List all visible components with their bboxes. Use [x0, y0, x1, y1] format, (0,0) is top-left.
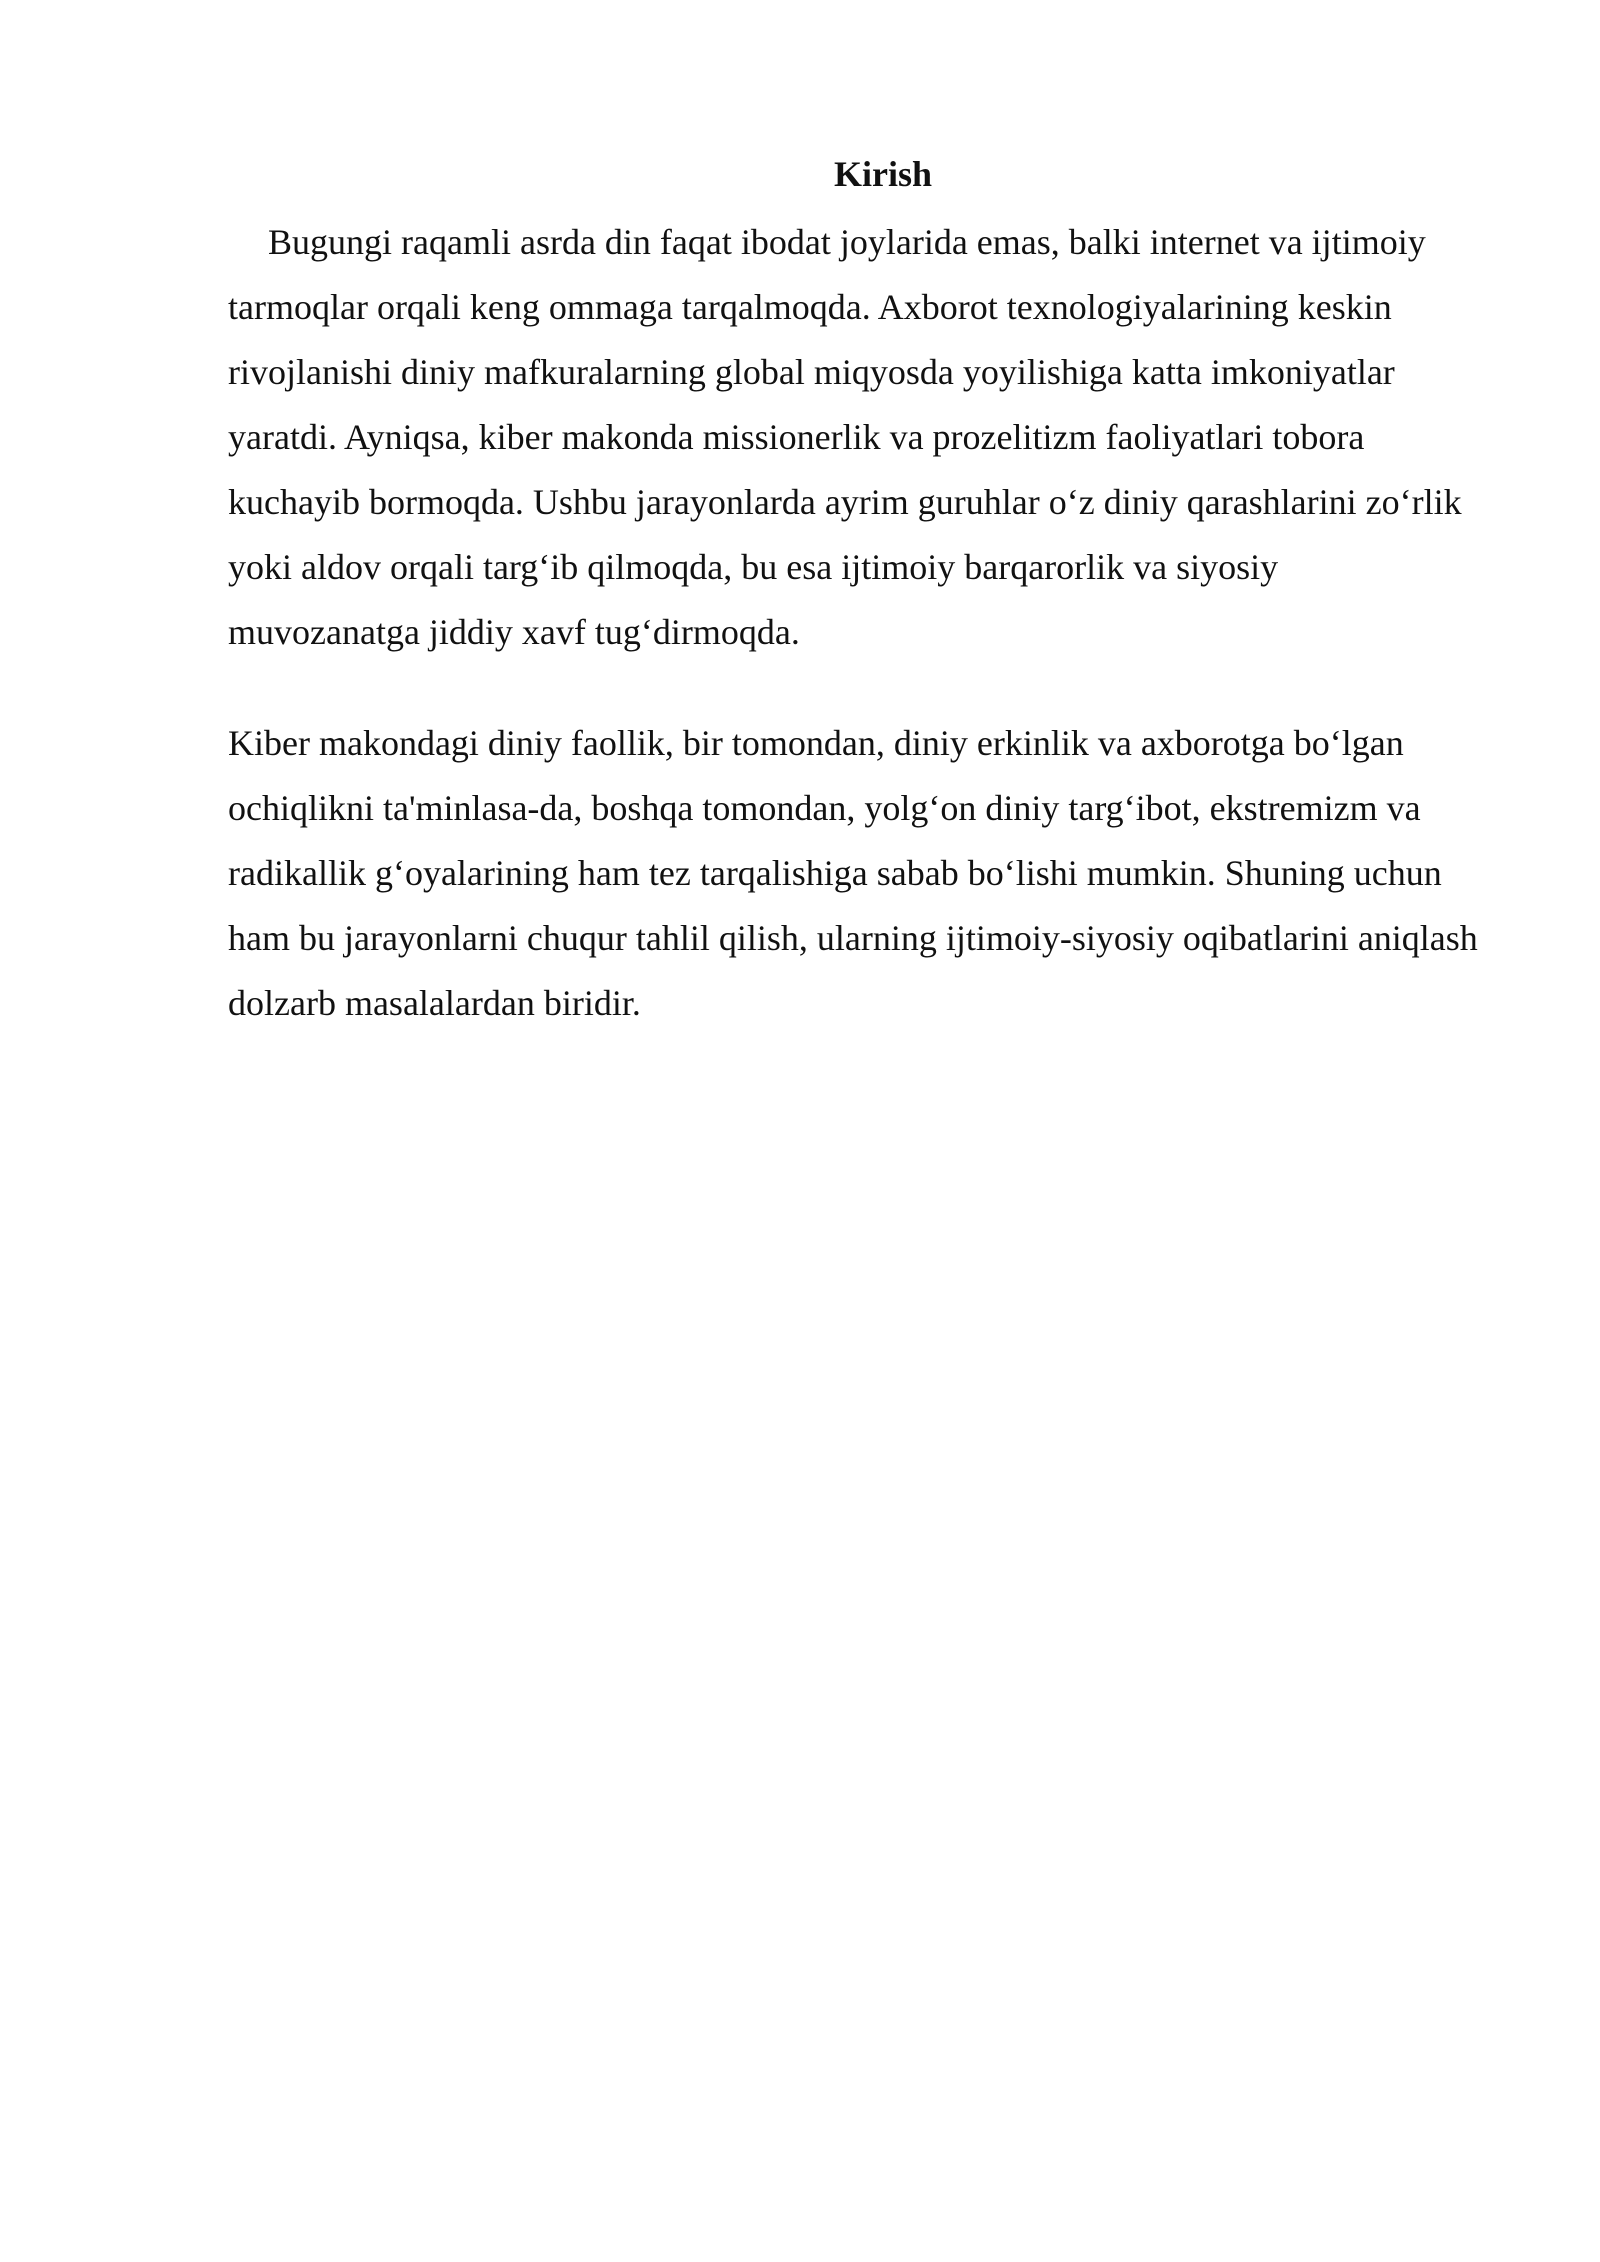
paragraph-intro: Bugungi raqamli asrda din faqat ibodat joylarida emas, balki internet va ijtimoiy tarmoqlar orqali keng ommaga tarqalmoqda. Axborot texnologiyalarining keskin rivojlanishi diniy mafkuralarning global miqyosda yoyilishiga katta imkoniyatlar yaratdi. Ayniqsa, kiber makonda missionerlik va prozelitizm faoliyatlari tobora kuchayib bormoqda. Ushbu jarayonlarda ayrim guruhlar o‘z diniy qarashlarini zo‘rlik yoki aldov orqali targ‘ib qilmoqda, bu esa ijtimoiy barqarorlik va siyosiy muvozanatga jiddiy xavf tug‘dirmoqda.	[228, 222, 1462, 652]
page-content	[228, 148, 1478, 1036]
section-title: Kirish	[833, 154, 932, 194]
paragraph-second: Kiber makondagi diniy faollik, bir tomondan, diniy erkinlik va axborotga bo‘lgan ochiqlikni ta'minlasa-da, boshqa tomondan, yolg‘on diniy targ‘ibot, ekstremizm va radikallik g‘oyalarining ham tez tarqalishiga sabab bo‘lishi mumkin. Shuning uchun ham bu jarayonlarni chuqur tahlil qilish, ularning ijtimoiy-siyosiy oqibatlarini aniqlash dolzarb masalalardan biridir.	[228, 723, 1478, 1023]
